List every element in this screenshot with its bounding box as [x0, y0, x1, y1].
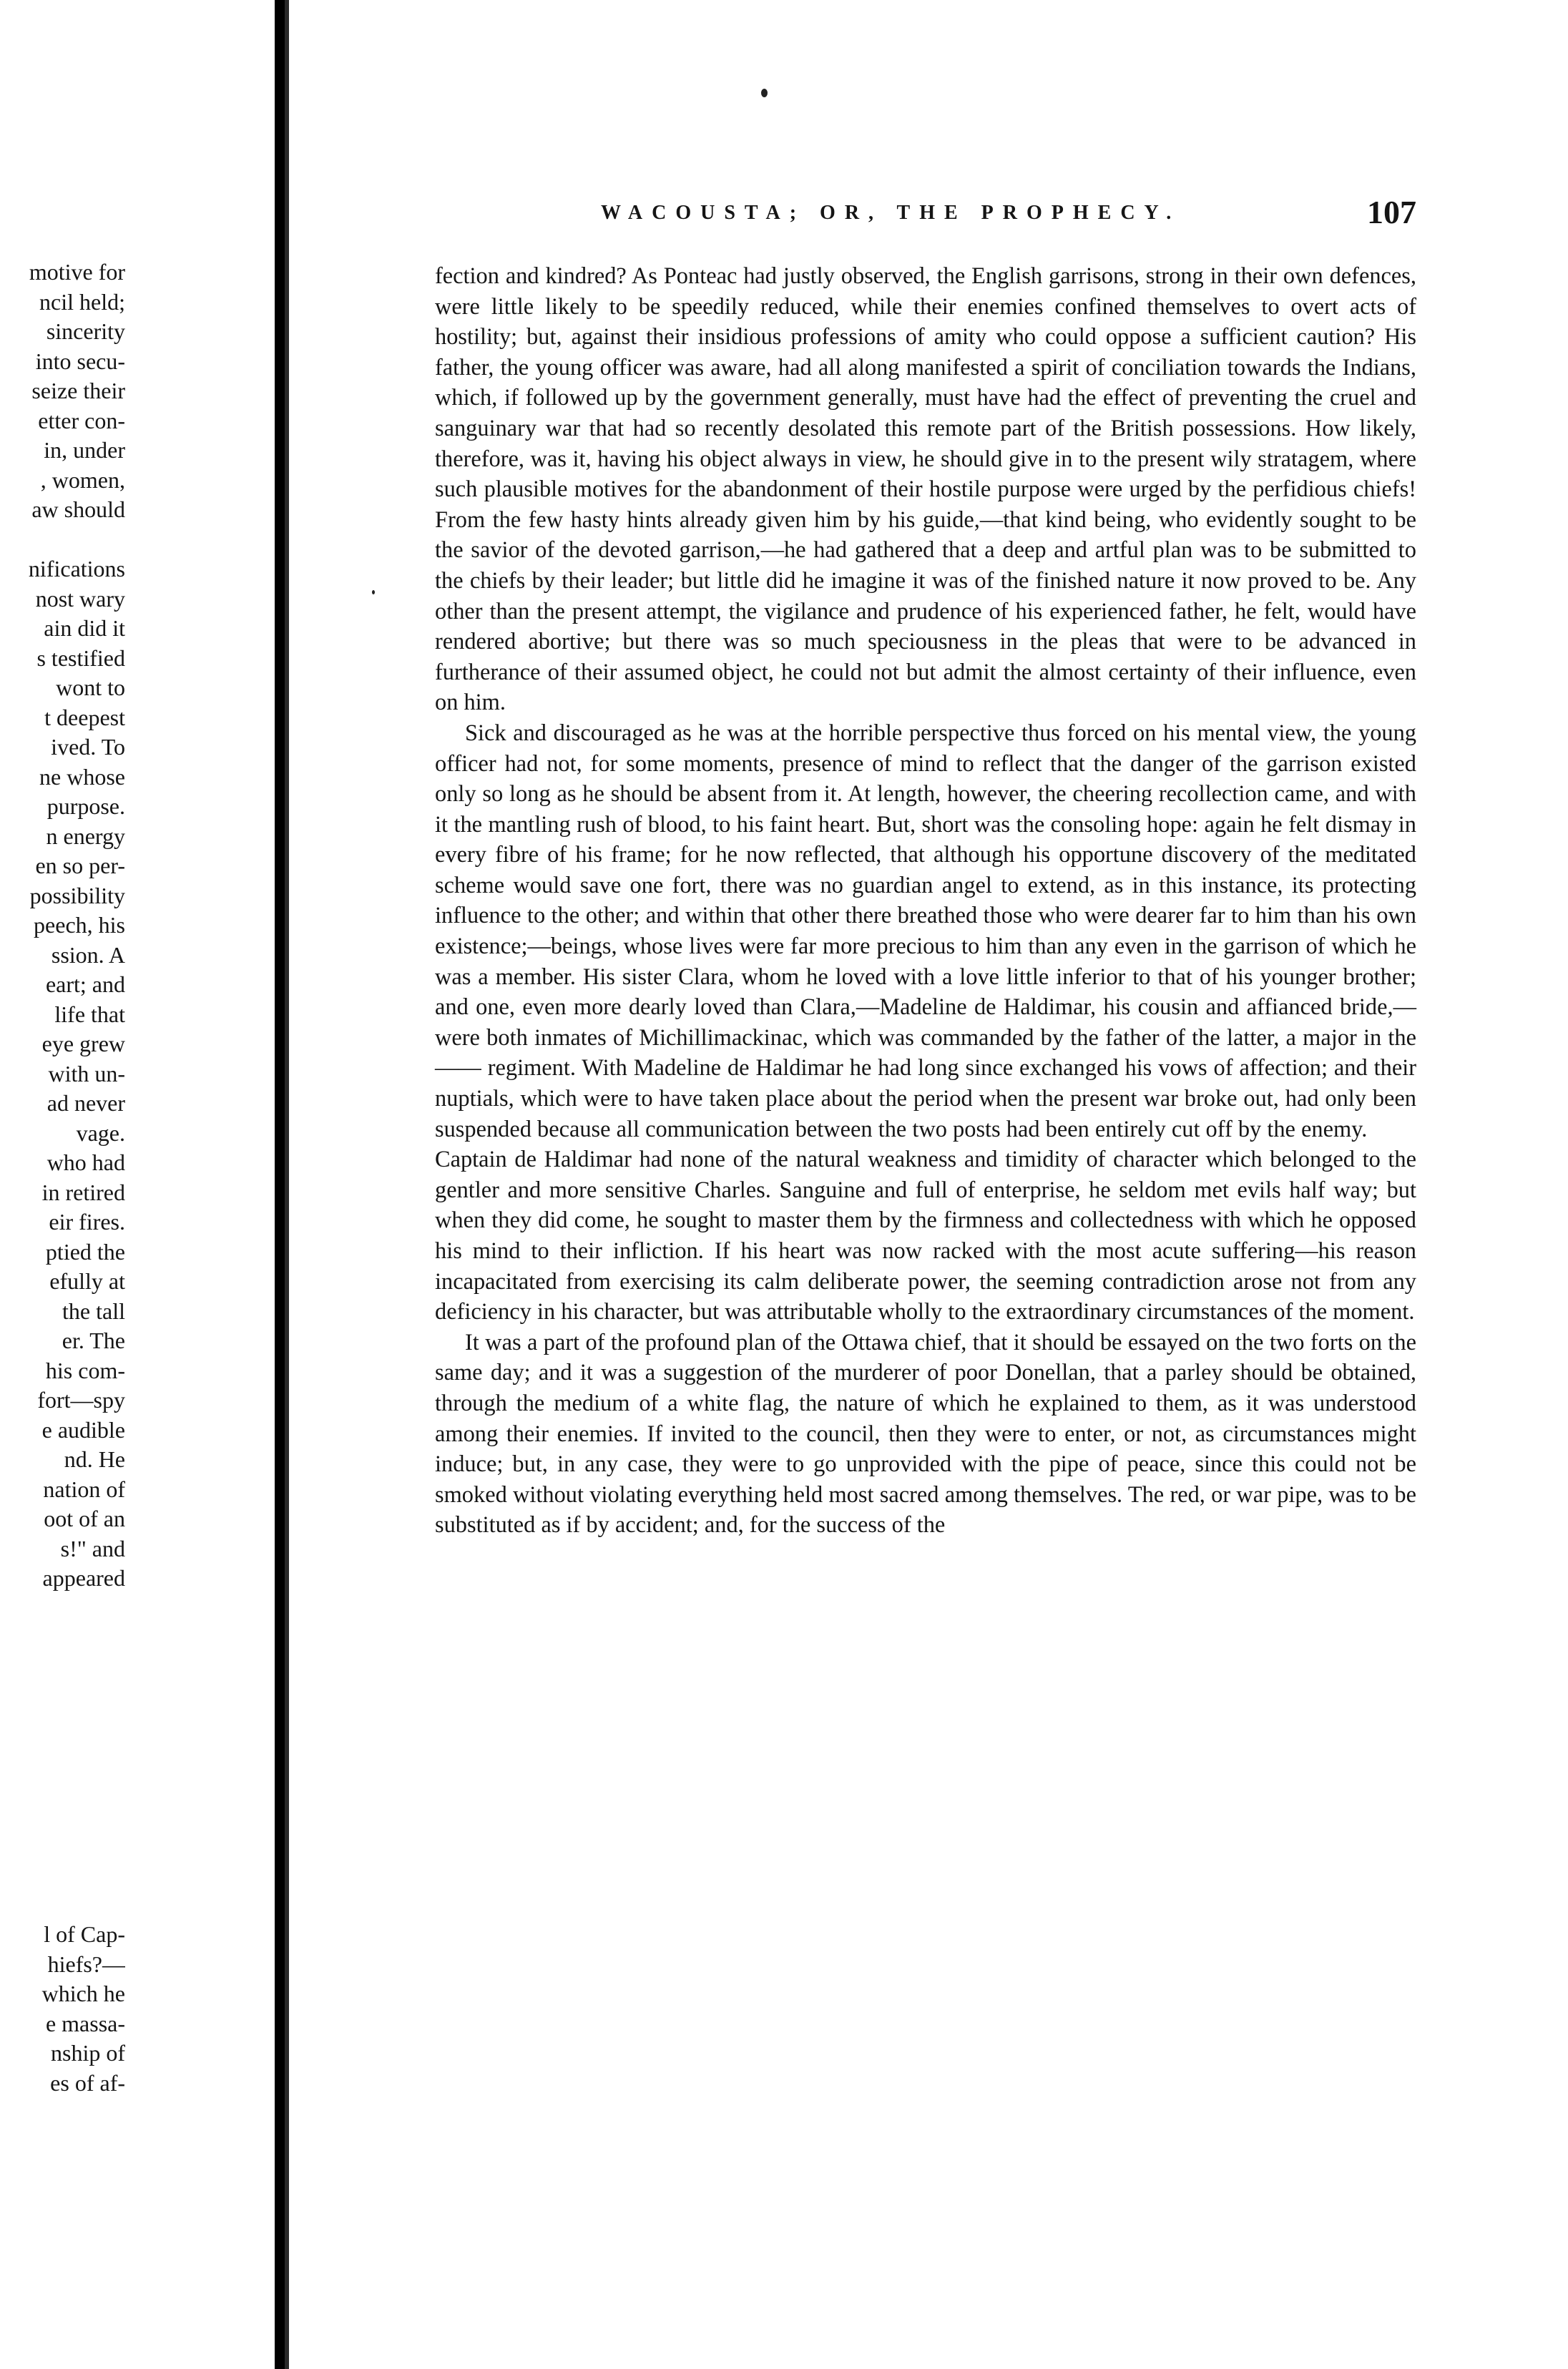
fragment-line [0, 1801, 125, 1831]
paragraph-1: fection and kindred? As Ponteac had justly observed, the English garrisons, strong in their own defences, were little likely to be speedily reduced, while their enemies confined themselves to overt acts of hostility; but, against their insidious professions of amity who could oppose a sufficient caution? His father, the young officer was aware, had all along manifested a spirit of conciliation towards the Indians, which, if followed up by the government generally, must have had the effect of preventing the cruel and sanguinary war that had so recently desolated this remote part of the British possessions. How likely, therefore, was it, having his object always in view, he should give in to the present wily stratagem, where such plausible motives for the abandonment of their hostile purpose were urged by the perfidious chiefs! From the few hasty hints already given him by his guide,—that kind being, who evidently sought to be the savior of the devoted garrison,—he had gathered that a deep and artful plan was to be submitted to the chiefs by their leader; but little did he imagine it was of the finished nature it now proved to be. Any other than the present attempt, the vigilance and prudence of his experienced father, he felt, would have rendered abortive; but there was so much speciousness in the pleas that were to be advanced in furtherance of their assumed object, he could not but admit the almost certainty of their influence, even on him. [435, 263, 1416, 716]
paragraph-4: It was a part of the profound plan of the Ottawa chief, that it should be essayed on the two forts on the same day; and it was a suggestion of the murderer of poor Donellan, that a parley should be obtained, through the medium of a white flag, the nature of which he explained to them, as it was understood among their enemies. If invited to the council, then they were to enter, or not, as circumstances might induce; but, in any case, they were to go unprovided with the pipe of peace, since this could not be smoked without violating everything held most sacred among themselves. The red, or war pipe, was to be substituted as if by accident; and, for the success of the [435, 1329, 1416, 1539]
fragment-line: ncil held; [39, 288, 125, 315]
fragment-line: er. The [62, 1328, 125, 1353]
fragment-line: who had [46, 1149, 125, 1175]
body-text [435, 261, 1416, 1541]
fragment-line [0, 1682, 125, 1712]
fragment-line: s testified [36, 644, 125, 671]
fragment-line: ain did it [44, 615, 125, 641]
fragment-line: ptied the [45, 1238, 125, 1265]
fragment-line [0, 1594, 125, 1624]
fragment-line: with un- [48, 1060, 125, 1087]
fragment-line [0, 1831, 125, 1861]
fragment-line: oot of an [44, 1506, 125, 1531]
fragment-line: en so per- [35, 853, 125, 878]
fragment-line: etter con- [38, 407, 125, 433]
paragraph-2: Sick and discouraged as he was at the horrible perspective thus forced on his mental view, the young officer had not, for some moments, presence of mind to reflect that the danger of the garrison existed only so long as he should be absent from it. At length, however, the cheering recollection came, and with it the mantling rush of blood, to his faint heart. But, short was the consoling hope: again he felt dismay in every fibre of his frame; for he now reflected, that although his opportune discovery of the meditated scheme would save one fort, there was no guardian angel to extend, as in this instance, its protecting influence to the other; and within that other there breathed those who were dearer far to him than his own existence;—beings, whose lives were far more precious to him than any even in the garrison of which he was a member. His sister Clara, whom he loved with a love little inferior to that of his younger brother; and one, even more dearly loved than Clara,—Madeline de Haldimar, his cousin and affianced bride,—were both inmates of Michillimackinac, which was commanded by the father of the latter, a major in the —— regiment. With Madeline de Haldimar he had long since exchanged his vows of affection; and their nuptials, which were to have taken place about the period when the present war broke out, had only been suspended because all communication between the two posts had been entirely cut off by the enemy. [435, 720, 1416, 1142]
fragment-line: appeared [42, 1565, 125, 1591]
page-header [436, 193, 1416, 236]
fragment-line: hiefs?— [47, 1951, 125, 1977]
fragment-line: ad never [46, 1090, 125, 1116]
fragment-line: seize their [31, 378, 125, 403]
fragment-line: sincerity [46, 318, 125, 344]
fragment-line: which he [41, 1981, 125, 2006]
fragment-line: ssion. A [51, 941, 125, 968]
fragment-line: into secu- [35, 348, 125, 374]
fragment-line [0, 525, 125, 555]
fragment-line: life that [54, 1001, 125, 1027]
page-fold-shadow [285, 0, 289, 2369]
fragment-line: nd. He [64, 1446, 125, 1472]
fragment-line: n energy [46, 823, 125, 849]
fragment-line: nifications [28, 556, 125, 582]
fragment-line: peech, his [34, 912, 125, 938]
fragment-line: motive for [29, 259, 125, 285]
fragment-line: t deepest [44, 704, 125, 730]
fragment-line: eye grew [41, 1031, 125, 1056]
fragment-line: ived. To [51, 734, 125, 760]
fragment-line [0, 1623, 125, 1653]
fragment-line: fort—spy [37, 1387, 125, 1413]
paragraph-3: Captain de Haldimar had none of the natural weakness and timidity of character which belonged to the gentler and more sensitive Charles. Sanguine and full of enterprise, he seldom met evils half way; but when they did come, he sought to master them by the firmness and collectedness with which he opposed his mind to their infliction. If his heart was now racked with the most acute suffering—his reason incapacitated from exercising its calm deliberate power, the seeming contradiction arose not from any deficiency in his character, but was attributable wholly to the extraordinary circumstances of the moment. [435, 1147, 1416, 1325]
fragment-line: , women, [40, 466, 125, 493]
fragment-line [0, 1742, 125, 1772]
page-number: 107 [1367, 194, 1416, 230]
fragment-line: in retired [41, 1179, 125, 1205]
fragment-line: nship of [51, 2040, 125, 2066]
fragment-line [0, 1712, 125, 1742]
previous-page-fragments [0, 258, 125, 2098]
fragment-line [0, 1860, 125, 1890]
fragment-line: in, under [44, 437, 125, 463]
fragment-line: the tall [62, 1298, 125, 1324]
fragment-line: ne whose [39, 763, 125, 790]
fragment-line: vage. [76, 1119, 125, 1146]
fragment-line: es of af- [50, 2069, 125, 2096]
fragment-line [0, 1772, 125, 1802]
fragment-line: eart; and [45, 971, 125, 997]
previous-page-gutter [0, 0, 275, 2369]
fragment-line: nation of [43, 1476, 125, 1502]
ink-speck [372, 590, 375, 594]
fragment-line: e massa- [45, 2010, 125, 2036]
fragment-line [0, 1890, 125, 1921]
fragment-line: his com- [45, 1357, 125, 1383]
fragment-line: aw should [31, 496, 125, 522]
fragment-line: l of Cap- [44, 1921, 125, 1947]
fragment-line: possibility [29, 882, 125, 908]
fragment-line: efully at [49, 1268, 125, 1294]
fragment-line: eir fires. [49, 1209, 125, 1235]
page-fold-divider [275, 0, 285, 2369]
ink-speck [761, 89, 768, 97]
running-title: WACOUSTA; OR, THE PROPHECY. [601, 202, 1181, 224]
fragment-line: e audible [41, 1416, 125, 1443]
fragment-line [0, 1653, 125, 1683]
fragment-line: s!" and [60, 1535, 125, 1561]
fragment-line: nost wary [35, 585, 125, 612]
fragment-line: wont to [56, 675, 125, 700]
fragment-line: purpose. [46, 793, 125, 819]
